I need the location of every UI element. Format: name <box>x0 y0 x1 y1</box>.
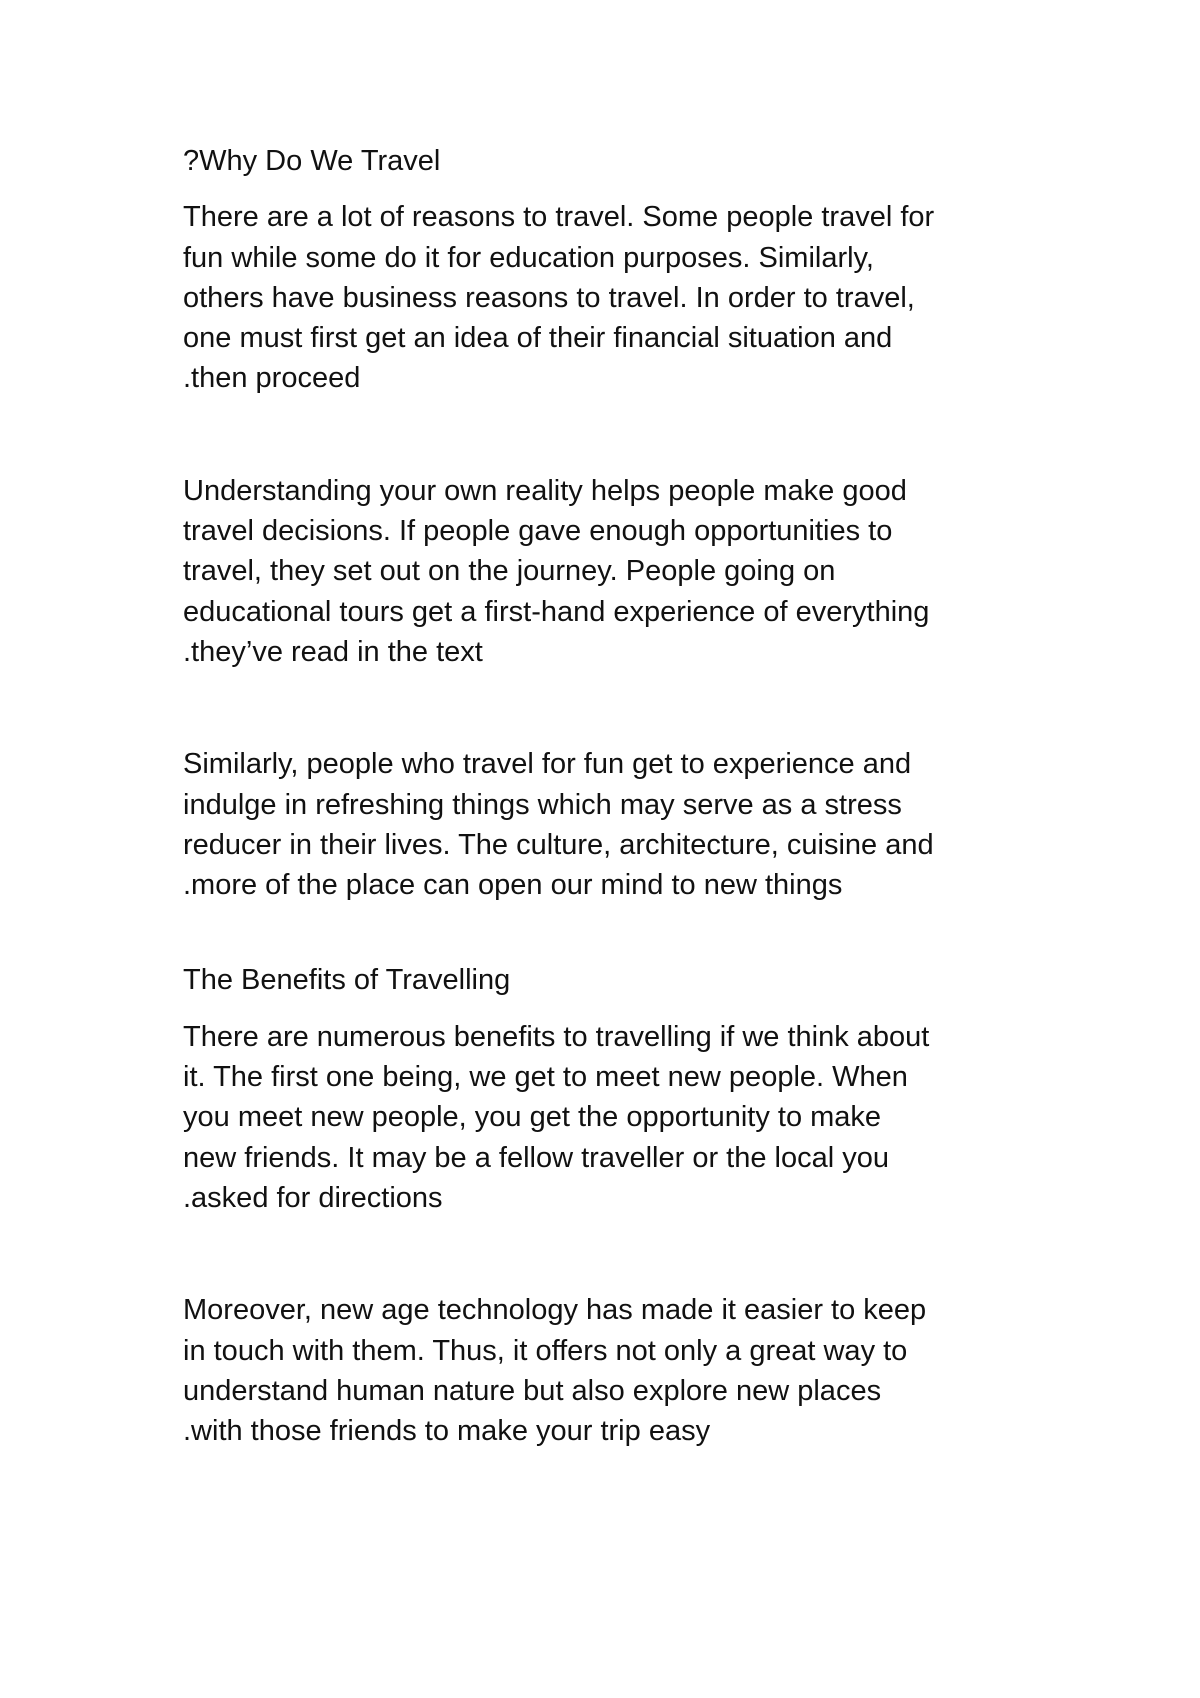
paragraph-fun <box>183 744 1043 905</box>
text-line: educational tours get a first-hand experience of everything <box>183 595 930 628</box>
paragraph-benefits <box>183 1017 1043 1218</box>
section-spacer <box>183 905 1043 960</box>
text-line: understand human nature but also explore new places <box>183 1374 882 1407</box>
text-line: Moreover, new age technology has made it easier to keep <box>183 1294 927 1327</box>
paragraph-technology <box>183 1290 1043 1451</box>
text-line: others have business reasons to travel. In order to travel, <box>183 281 915 314</box>
document-body <box>183 141 1043 1451</box>
text-line: .more of the place can open our mind to new things <box>183 869 843 902</box>
paragraph-reasons <box>183 197 1043 398</box>
text-line: it. The first one being, we get to meet new people. When <box>183 1061 908 1094</box>
text-line: travel, they set out on the journey. People going on <box>183 555 836 588</box>
text-line: There are a lot of reasons to travel. Some people travel for <box>183 201 935 234</box>
text-line: one must first get an idea of their financial situation and <box>183 322 893 355</box>
text-line: Understanding your own reality helps people make good <box>183 474 907 507</box>
section-heading-benefits: The Benefits of Travelling <box>183 964 511 997</box>
section-heading-why-travel: ?Why Do We Travel <box>183 145 441 177</box>
text-line: travel decisions. If people gave enough opportunities to <box>183 515 893 548</box>
text-line: .with those friends to make your trip easy <box>183 1415 711 1448</box>
text-line: Similarly, people who travel for fun get to experience and <box>183 748 912 781</box>
text-line: .asked for directions <box>183 1181 443 1214</box>
text-line: .they’ve read in the text <box>183 635 483 668</box>
text-line: reducer in their lives. The culture, architecture, cuisine and <box>183 828 934 861</box>
paragraph-understanding <box>183 471 1043 672</box>
paragraph-spacer <box>183 672 1043 744</box>
text-line: indulge in refreshing things which may serve as a stress <box>183 788 902 821</box>
text-line: fun while some do it for education purposes. Similarly, <box>183 241 874 274</box>
paragraph-spacer <box>183 1218 1043 1290</box>
text-line: There are numerous benefits to travelling if we think about <box>183 1020 930 1053</box>
text-line: you meet new people, you get the opportunity to make <box>183 1101 882 1134</box>
text-line: new friends. It may be a fellow traveller or the local you <box>183 1141 889 1174</box>
paragraph-spacer <box>183 399 1043 471</box>
text-line: in touch with them. Thus, it offers not only a great way to <box>183 1334 908 1367</box>
text-line: .then proceed <box>183 362 361 395</box>
